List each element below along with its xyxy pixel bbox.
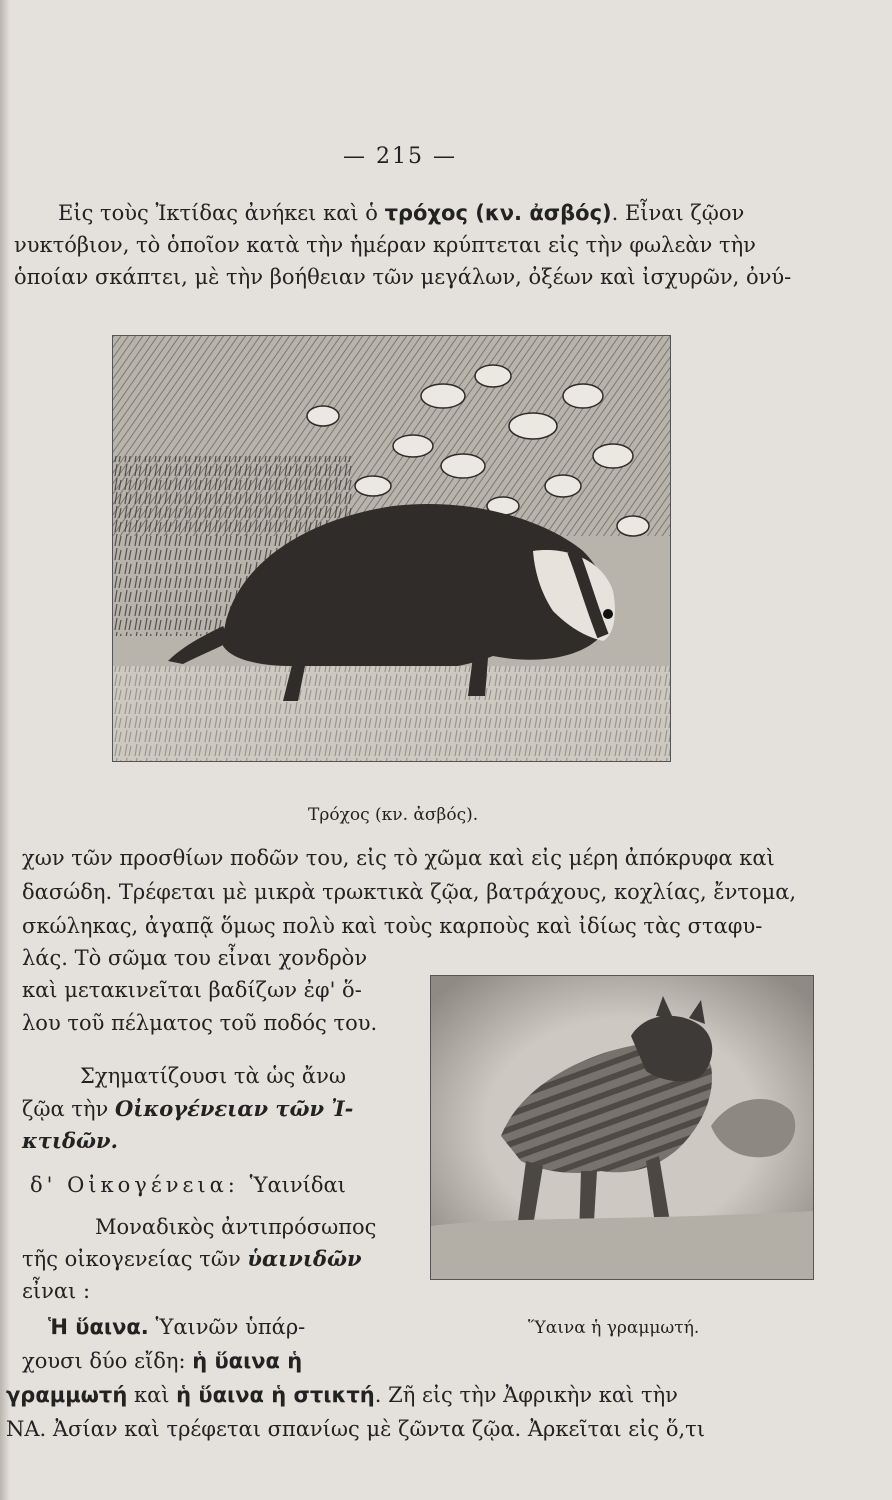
text-line: λου τοῦ πέλματος τοῦ ποδός του.: [22, 1011, 378, 1035]
text-line: δασώδη. Τρέφεται μὲ μικρὰ τρωκτικὰ ζῷα, βατράχους, κοχλίας, ἔντομα,: [22, 880, 797, 904]
text-line: χουσι δύο εἴδη: ἡ ὕαινα ἡ: [22, 1349, 303, 1373]
text-line: Εἰς τοὺς Ἰκτίδας ἀνήκει καὶ ὁ τρόχος (κν. ἀσβός). Εἶναι ζῷον: [58, 201, 745, 225]
text-line: Σχηματίζουσι τὰ ὡς ἄνω: [80, 1064, 346, 1088]
text-line: εἶναι :: [22, 1279, 91, 1303]
text-line: ὁποίαν σκάπτει, μὲ τὴν βοήθειαν τῶν μεγάλων, ὀξέων καὶ ἰσχυρῶν, ὀνύ-: [14, 265, 792, 289]
text-line: καὶ μετακινεῖται βαδίζων ἐφ' ὅ-: [22, 978, 362, 1002]
text-line: Μοναδικὸς ἀντιπρόσωπος: [95, 1215, 377, 1239]
text-line: νυκτόβιον, τὸ ὁποῖον κατὰ τὴν ἡμέραν κρύπτεται εἰς τὴν φωλεὰν τὴν: [14, 233, 756, 257]
badger-caption: Τρόχος (κν. ἀσβός).: [308, 805, 479, 825]
family-heading: δ' Οἰκογένεια: Ὑαινίδαι: [30, 1173, 346, 1197]
badger-illustration: [112, 335, 671, 762]
page-gutter-shadow: [0, 0, 10, 1500]
text-line: ζῷα τὴν Οἰκογένειαν τῶν Ἰ-: [22, 1096, 354, 1121]
text-line: κτιδῶν.: [22, 1128, 118, 1153]
text-line: χων τῶν προσθίων ποδῶν του, εἰς τὸ χῶμα καὶ εἰς μέρη ἀπόκρυφα καὶ: [22, 846, 775, 870]
text-line: λάς. Τὸ σῶμα του εἶναι χονδρὸν: [22, 946, 368, 970]
text-line: τῆς οἰκογενείας τῶν ὑαινιδῶν: [22, 1246, 362, 1271]
hyena-caption: Ὕαινα ἡ γραμμωτή.: [528, 1318, 700, 1338]
hyena-illustration: [430, 975, 814, 1280]
text-line: σκώληκας, ἀγαπᾷ ὅμως πολὺ καὶ τοὺς καρποὺς καὶ ἰδίως τὰς σταφυ-: [22, 914, 763, 938]
text-line: γραμμωτή καὶ ἡ ὕαινα ἡ στικτή. Ζῆ εἰς τὴν Ἀφρικὴν καὶ τὴν: [6, 1383, 678, 1407]
text-line: Ἡ ὕαινα. Ὑαινῶν ὑπάρ-: [48, 1315, 306, 1339]
text-line: ΝΑ. Ἀσίαν καὶ τρέφεται σπανίως μὲ ζῶντα ζῷα. Ἀρκεῖται εἰς ὅ,τι: [6, 1417, 706, 1441]
page-number: — 215 —: [343, 144, 457, 169]
